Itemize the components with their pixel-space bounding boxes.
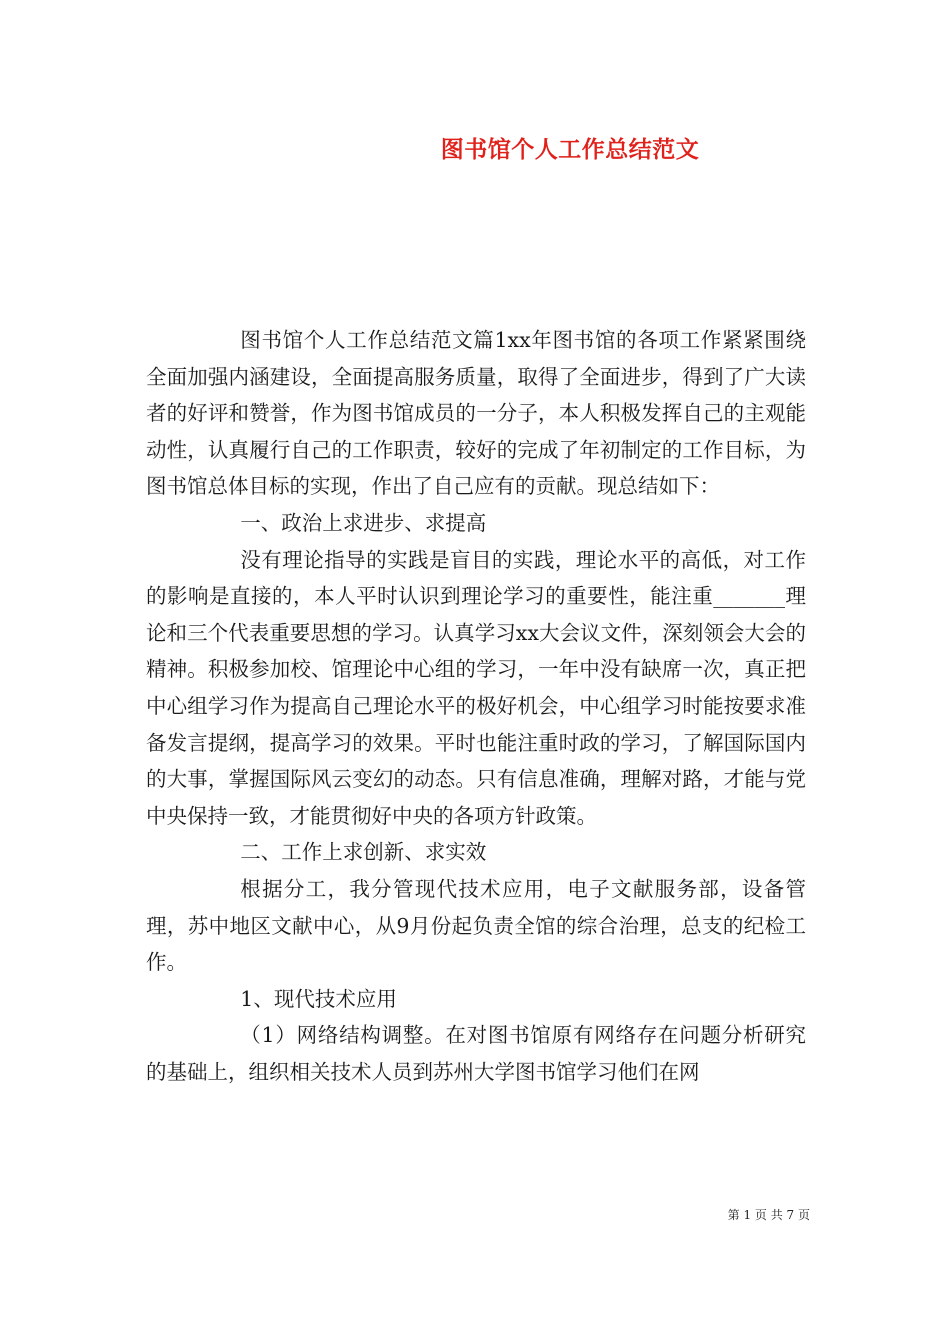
paragraph-politics: 没有理论指导的实践是盲目的实践，理论水平的高低，对工作的影响是直接的，本人平时认识到理论学习的重要性，能注重_______理论和三个代表重要思想的学习。认真学习xx大会议文件，深刻领会大会的精神。积极参加校、馆理论中心组的学习，一年中没有缺席一次，真正把中心组学习作为提高自己理论水平的极好机会，中心组学习时能按要求准备发言提纲，提高学习的效果。平时也能注重时政的学习，了解国际国内的大事，掌握国际风云变幻的动态。只有信息准确，理解对路，才能与党中央保持一致，才能贯彻好中央的各项方针政策。: [146, 547, 806, 828]
paragraph-work: 根据分工，我分管现代技术应用，电子文献服务部，设备管理，苏中地区文献中心，从9月份起负责全馆的综合治理，总支的纪检工作。: [146, 876, 806, 975]
heading-work: 二、工作上求创新、求实效: [240, 840, 487, 865]
paragraph-network: （1）网络结构调整。在对图书馆原有网络存在问题分析研究的基础上，组织相关技术人员到苏州大学图书馆学习他们在网: [146, 1023, 806, 1084]
document-title: 图书馆个人工作总结范文: [440, 136, 700, 163]
heading-politics: 一、政治上求进步、求提高: [240, 510, 487, 535]
page-number: 第 1 页 共 7 页: [727, 1208, 810, 1222]
heading-tech: 1、现代技术应用: [240, 986, 397, 1011]
document-body: [146, 322, 806, 1090]
paragraph-intro: 图书馆个人工作总结范文篇1xx年图书馆的各项工作紧紧围绕全面加强内涵建设，全面提高服务质量，取得了全面进步，得到了广大读者的好评和赞誉，作为图书馆成员的一分子，本人积极发挥自己的主观能动性，认真履行自己的工作职责，较好的完成了年初制定的工作目标，为图书馆总体目标的实现，作出了自己应有的贡献。现总结如下：: [146, 328, 806, 499]
